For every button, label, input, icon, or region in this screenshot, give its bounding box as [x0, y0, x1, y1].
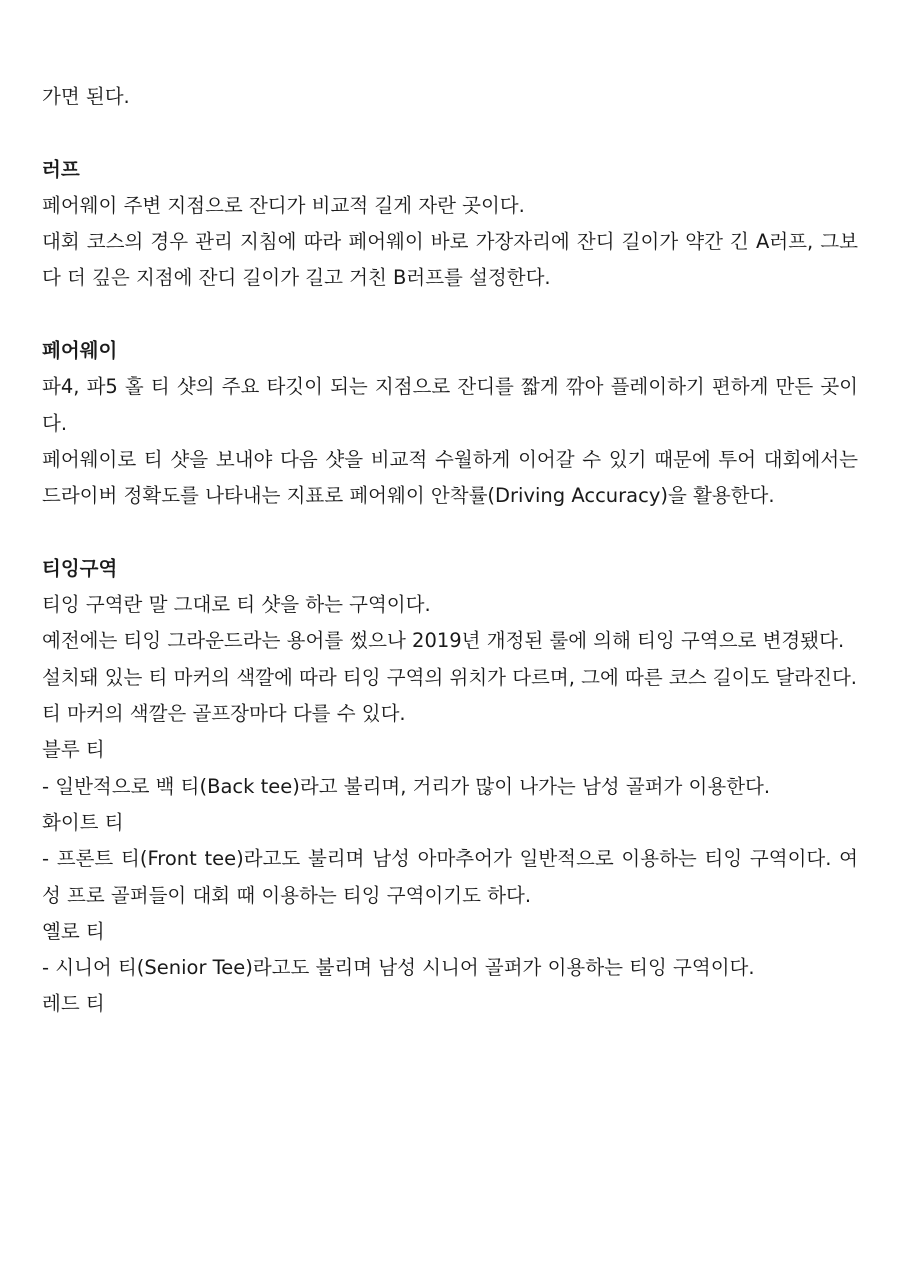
- spacer: [42, 115, 858, 151]
- teeing-paragraph-3: 설치돼 있는 티 마커의 색깔에 따라 티잉 구역의 위치가 다르며, 그에 따른 코스 길이도 달라진다.: [42, 665, 857, 689]
- blue-tee-description: - 일반적으로 백 티(Back tee)라고 불리며, 거리가 많이 나가는 남성 골퍼가 이용한다.: [42, 774, 771, 798]
- fairway-paragraph-1: 파4, 파5 홀 티 샷의 주요 타깃이 되는 지점으로 잔디를 짧게 깎아 플레이하기 편하게 만든 곳이다.: [42, 375, 858, 435]
- yellow-tee-label: 옐로 티: [42, 919, 105, 943]
- red-tee-label: 레드 티: [42, 992, 105, 1016]
- teeing-paragraph-4: 티 마커의 색깔은 골프장마다 다를 수 있다.: [42, 702, 406, 726]
- section-heading-fairway: 페어웨이: [42, 339, 118, 363]
- teeing-paragraph-1: 티잉 구역란 말 그대로 티 샷을 하는 구역이다.: [42, 593, 431, 617]
- intro-text: 가면 된다.: [42, 85, 130, 108]
- white-tee-label: 화이트 티: [42, 810, 124, 834]
- document-body: [42, 79, 858, 1023]
- rough-paragraph-1: 페어웨이 주변 지점으로 잔디가 비교적 길게 자란 곳이다.: [42, 193, 525, 217]
- section-heading-rough: 러프: [42, 157, 80, 181]
- section-heading-teeing: 티잉구역: [42, 556, 118, 580]
- spacer: [42, 297, 858, 333]
- yellow-tee-description: - 시니어 티(Senior Tee)라고도 불리며 남성 시니어 골퍼가 이용하는 티잉 구역이다.: [42, 956, 755, 980]
- blue-tee-label: 블루 티: [42, 738, 105, 762]
- fairway-paragraph-2: 페어웨이로 티 샷을 보내야 다음 샷을 비교적 수월하게 이어갈 수 있기 때문에 투어 대회에서는 드라이버 정확도를 나타내는 지표로 페어웨이 안착률(Driving Accuracy)을 활용한다.: [42, 447, 858, 508]
- white-tee-description: - 프론트 티(Front tee)라고도 불리며 남성 아마추어가 일반적으로 이용하는 티잉 구역이다. 여성 프로 골퍼들이 대회 때 이용하는 티잉 구역이기도 하다.: [42, 847, 858, 907]
- teeing-paragraph-2: 예전에는 티잉 그라운드라는 용어를 썼으나 2019년 개정된 룰에 의해 티잉 구역으로 변경됐다.: [42, 629, 845, 653]
- rough-paragraph-2: 대회 코스의 경우 관리 지침에 따라 페어웨이 바로 가장자리에 잔디 길이가 약간 긴 A러프, 그보다 더 깊은 지점에 잔디 길이가 길고 거친 B러프를 설정한다.: [42, 230, 858, 290]
- spacer: [42, 515, 858, 551]
